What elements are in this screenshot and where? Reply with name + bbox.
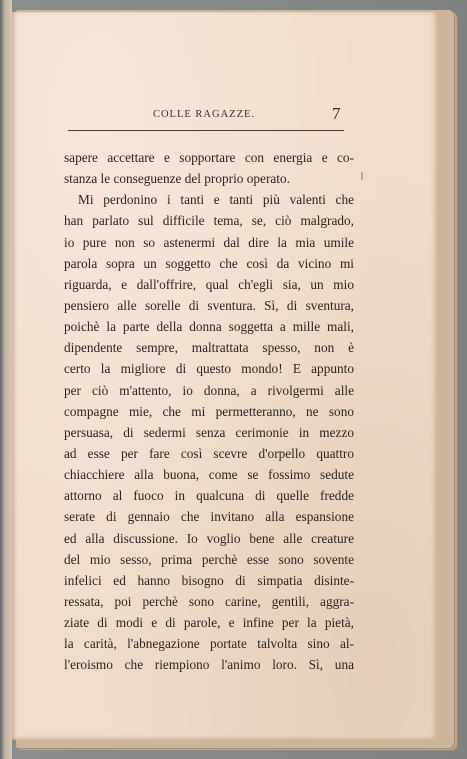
running-head — [0, 106, 467, 126]
text-line: ziate di modi e di parole, e infine per la pietà, — [64, 615, 354, 631]
text-line: stanza le conseguenze del proprio operato. — [64, 171, 290, 187]
text-line: infelici ed hanno bisogno di simpatia disinte- — [64, 572, 354, 588]
text-line: Mi perdonino i tanti e tanti più valenti che — [78, 192, 354, 208]
text-line: chiacchiere alla buona, come se fossimo sedute — [64, 467, 354, 483]
header-rule — [68, 130, 344, 131]
text-line: io pure non so astenermi dal dire la mia umile — [64, 234, 354, 250]
text-line: la carità, l'abnegazione portate talvolta sino al- — [64, 636, 354, 652]
running-title: COLLE RAGAZZE. — [152, 109, 256, 120]
text-line: dipendente sempre, maltrattata spesso, non è — [64, 340, 354, 356]
text-line: ad esse per fare così scevre d'orpello quattro — [64, 445, 354, 461]
text-line: riguarda, e dall'offrire, qual ch'egli sia, un mio — [64, 276, 354, 292]
text-line: l'eroismo che riempiono l'animo loro. Sì, una — [64, 657, 354, 673]
text-line: compagne mie, che mi permetteranno, ne sono — [64, 403, 354, 419]
text-line: per ciò m'attento, io donna, a rivolgermi alle — [64, 382, 354, 398]
text-line: persuasa, di sedermi senza cerimonie in mezzo — [64, 424, 354, 440]
text-line: ressata, poi perchè sono carine, gentili, aggra- — [64, 593, 354, 609]
margin-mark — [361, 172, 363, 180]
text-line: han parlato sul difficile tema, se, ciò malgrado, — [64, 213, 354, 229]
body-text — [64, 147, 354, 676]
text-line: certo la migliore di questo mondo! E appunto — [64, 361, 354, 377]
text-line: pensiero alle sorelle di sventura. Sì, di sventura, — [64, 297, 354, 313]
text-line: serate di gennaio che invitano alla espansione — [64, 509, 354, 525]
text-line: del mio sesso, prima perchè esse sono sovente — [64, 551, 354, 567]
page-number: 7 — [332, 104, 341, 123]
text-line: attorno al fuoco in qualcuna di quelle fredde — [64, 488, 354, 504]
text-line: ed alla discussione. Io voglio bene alle creature — [64, 530, 354, 546]
text-line: poichè la parte della donna soggetta a mille mali, — [64, 319, 354, 335]
text-line: parola sopra un soggetto che così da vicino mi — [64, 255, 354, 271]
text-line: sapere accettare e sopportare con energia e co- — [64, 150, 354, 165]
